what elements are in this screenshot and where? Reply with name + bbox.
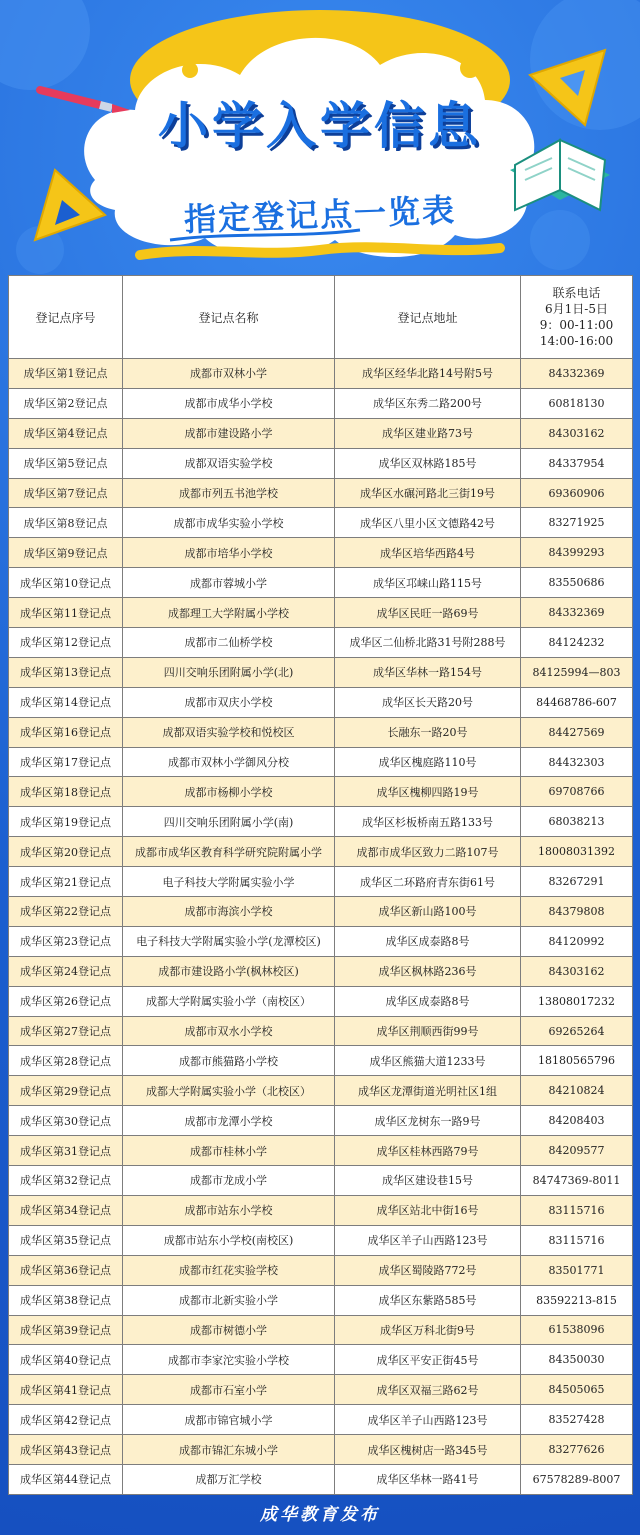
cell-phone: 84332369 bbox=[521, 359, 633, 389]
cell-name: 成都市树德小学 bbox=[123, 1315, 335, 1345]
cell-seq: 成华区第14登记点 bbox=[9, 687, 123, 717]
cell-seq: 成华区第29登记点 bbox=[9, 1076, 123, 1106]
cell-name: 成都市站东小学校 bbox=[123, 1195, 335, 1225]
cell-name: 成都市双林小学御风分校 bbox=[123, 747, 335, 777]
table-row bbox=[9, 1285, 633, 1315]
cell-address: 成华区枫林路236号 bbox=[335, 956, 521, 986]
cell-name: 电子科技大学附属实验小学 bbox=[123, 867, 335, 897]
cell-name: 成都市杨柳小学校 bbox=[123, 777, 335, 807]
cell-address: 成华区八里小区文德路42号 bbox=[335, 508, 521, 538]
cell-name: 成都市北新实验小学 bbox=[123, 1285, 335, 1315]
cell-phone: 83267291 bbox=[521, 867, 633, 897]
cell-address: 成华区万科北街9号 bbox=[335, 1315, 521, 1345]
cell-seq: 成华区第43登记点 bbox=[9, 1435, 123, 1465]
cell-seq: 成华区第23登记点 bbox=[9, 926, 123, 956]
cell-name: 成都市龙潭小学校 bbox=[123, 1106, 335, 1136]
cell-name: 成都市双林小学 bbox=[123, 359, 335, 389]
cell-name: 成都市李家沱实验小学校 bbox=[123, 1345, 335, 1375]
cell-seq: 成华区第31登记点 bbox=[9, 1136, 123, 1166]
cell-seq: 成华区第36登记点 bbox=[9, 1255, 123, 1285]
cell-name: 成都双语实验学校 bbox=[123, 448, 335, 478]
table-row bbox=[9, 448, 633, 478]
cell-seq: 成华区第2登记点 bbox=[9, 388, 123, 418]
cell-address: 成华区二环路府青东街61号 bbox=[335, 867, 521, 897]
cell-seq: 成华区第13登记点 bbox=[9, 657, 123, 687]
cell-address: 成华区新山路100号 bbox=[335, 897, 521, 927]
cell-name: 成都万汇学校 bbox=[123, 1464, 335, 1494]
cell-phone: 84379808 bbox=[521, 897, 633, 927]
cell-phone: 60818130 bbox=[521, 388, 633, 418]
cell-name: 成都市成华实验小学校 bbox=[123, 508, 335, 538]
cell-seq: 成华区第32登记点 bbox=[9, 1166, 123, 1196]
table-row bbox=[9, 1136, 633, 1166]
cell-name: 成都市成华小学校 bbox=[123, 388, 335, 418]
table-row bbox=[9, 568, 633, 598]
cell-name: 成都理工大学附属小学校 bbox=[123, 598, 335, 628]
cell-seq: 成华区第22登记点 bbox=[9, 897, 123, 927]
cell-name: 成都市双庆小学校 bbox=[123, 687, 335, 717]
cell-phone: 83115716 bbox=[521, 1225, 633, 1255]
cell-phone: 67578289-8007 bbox=[521, 1464, 633, 1494]
cell-name: 成都市站东小学校(南校区) bbox=[123, 1225, 335, 1255]
cell-name: 成都市熊猫路小学校 bbox=[123, 1046, 335, 1076]
triangle-ruler-left-icon bbox=[35, 170, 105, 240]
cell-name: 成都市锦官城小学 bbox=[123, 1405, 335, 1435]
cell-name: 成都市龙成小学 bbox=[123, 1166, 335, 1196]
table-row bbox=[9, 628, 633, 658]
cell-seq: 成华区第41登记点 bbox=[9, 1375, 123, 1405]
cell-phone: 69708766 bbox=[521, 777, 633, 807]
cell-seq: 成华区第21登记点 bbox=[9, 867, 123, 897]
table-row bbox=[9, 657, 633, 687]
cell-address: 成华区羊子山西路123号 bbox=[335, 1225, 521, 1255]
header-phone-line2: 6月1日-5日 bbox=[545, 302, 608, 316]
table-row bbox=[9, 897, 633, 927]
cell-address: 成华区东秀二路200号 bbox=[335, 388, 521, 418]
cell-seq: 成华区第11登记点 bbox=[9, 598, 123, 628]
cell-phone: 18008031392 bbox=[521, 837, 633, 867]
cell-phone: 84332369 bbox=[521, 598, 633, 628]
cell-address: 成华区羊子山西路123号 bbox=[335, 1405, 521, 1435]
cell-phone: 84427569 bbox=[521, 717, 633, 747]
cell-name: 成都大学附属实验小学（北校区） bbox=[123, 1076, 335, 1106]
cell-phone: 84337954 bbox=[521, 448, 633, 478]
cell-address: 成华区站北中街16号 bbox=[335, 1195, 521, 1225]
table-row bbox=[9, 687, 633, 717]
cell-address: 成华区东紫路585号 bbox=[335, 1285, 521, 1315]
cell-seq: 成华区第40登记点 bbox=[9, 1345, 123, 1375]
cell-phone: 84399293 bbox=[521, 538, 633, 568]
cell-address: 成华区水碾河路北三街19号 bbox=[335, 478, 521, 508]
cell-phone: 84209577 bbox=[521, 1136, 633, 1166]
table-row bbox=[9, 1225, 633, 1255]
cell-phone: 84303162 bbox=[521, 956, 633, 986]
cell-seq: 成华区第26登记点 bbox=[9, 986, 123, 1016]
cell-seq: 成华区第18登记点 bbox=[9, 777, 123, 807]
cell-name: 四川交响乐团附属小学(南) bbox=[123, 807, 335, 837]
registration-table bbox=[8, 275, 632, 1495]
cell-address: 成华区槐柳四路19号 bbox=[335, 777, 521, 807]
cell-phone: 83271925 bbox=[521, 508, 633, 538]
cell-address: 成华区桂林西路79号 bbox=[335, 1136, 521, 1166]
cell-name: 成都市培华小学校 bbox=[123, 538, 335, 568]
cell-name: 成都市桂林小学 bbox=[123, 1136, 335, 1166]
cell-phone: 83501771 bbox=[521, 1255, 633, 1285]
table-row bbox=[9, 807, 633, 837]
cell-seq: 成华区第34登记点 bbox=[9, 1195, 123, 1225]
cell-phone: 84208403 bbox=[521, 1106, 633, 1136]
cell-phone: 84432303 bbox=[521, 747, 633, 777]
cell-address: 长融东一路20号 bbox=[335, 717, 521, 747]
cell-seq: 成华区第38登记点 bbox=[9, 1285, 123, 1315]
cell-phone: 84120992 bbox=[521, 926, 633, 956]
cell-address: 成华区龙潭街道光明社区1组 bbox=[335, 1076, 521, 1106]
table-row bbox=[9, 359, 633, 389]
table-row bbox=[9, 1405, 633, 1435]
cell-name: 成都市二仙桥学校 bbox=[123, 628, 335, 658]
table-row bbox=[9, 1315, 633, 1345]
cell-name: 成都市海滨小学校 bbox=[123, 897, 335, 927]
cell-phone: 84124232 bbox=[521, 628, 633, 658]
cell-address: 成华区长天路20号 bbox=[335, 687, 521, 717]
cell-seq: 成华区第8登记点 bbox=[9, 508, 123, 538]
cell-address: 成华区建业路73号 bbox=[335, 418, 521, 448]
header-phone bbox=[521, 276, 633, 359]
cell-address: 成华区华林一路154号 bbox=[335, 657, 521, 687]
cell-name: 成都双语实验学校和悦校区 bbox=[123, 717, 335, 747]
cell-phone: 83277626 bbox=[521, 1435, 633, 1465]
cell-address: 成华区经华北路14号附5号 bbox=[335, 359, 521, 389]
cell-phone: 84210824 bbox=[521, 1076, 633, 1106]
table-row bbox=[9, 956, 633, 986]
cell-phone: 69360906 bbox=[521, 478, 633, 508]
cell-address: 成华区建设巷15号 bbox=[335, 1166, 521, 1196]
table-row bbox=[9, 986, 633, 1016]
cell-phone: 13808017232 bbox=[521, 986, 633, 1016]
cell-seq: 成华区第27登记点 bbox=[9, 1016, 123, 1046]
cell-seq: 成华区第19登记点 bbox=[9, 807, 123, 837]
table-row bbox=[9, 598, 633, 628]
table-row bbox=[9, 1106, 633, 1136]
cell-phone: 84468786-607 bbox=[521, 687, 633, 717]
cell-name: 成都市锦汇东城小学 bbox=[123, 1435, 335, 1465]
cell-address: 成华区邛崃山路115号 bbox=[335, 568, 521, 598]
table-row bbox=[9, 867, 633, 897]
cell-address: 成华区熊猫大道1233号 bbox=[335, 1046, 521, 1076]
table-row bbox=[9, 1464, 633, 1494]
cell-address: 成华区蜀陵路772号 bbox=[335, 1255, 521, 1285]
cell-seq: 成华区第28登记点 bbox=[9, 1046, 123, 1076]
cell-seq: 成华区第30登记点 bbox=[9, 1106, 123, 1136]
cell-seq: 成华区第39登记点 bbox=[9, 1315, 123, 1345]
cell-seq: 成华区第44登记点 bbox=[9, 1464, 123, 1494]
footer-publisher: 成华教育发布 bbox=[260, 1505, 380, 1525]
cell-phone: 83592213-815 bbox=[521, 1285, 633, 1315]
header-phone-line4: 14:00-16:00 bbox=[539, 334, 614, 348]
cell-seq: 成华区第42登记点 bbox=[9, 1405, 123, 1435]
cell-phone: 68038213 bbox=[521, 807, 633, 837]
cell-phone: 69265264 bbox=[521, 1016, 633, 1046]
cell-phone: 84747369-8011 bbox=[521, 1166, 633, 1196]
table-row bbox=[9, 1195, 633, 1225]
table-body bbox=[9, 359, 633, 1495]
cell-name: 四川交响乐团附属小学(北) bbox=[123, 657, 335, 687]
cell-address: 成华区成泰路8号 bbox=[335, 986, 521, 1016]
table-row bbox=[9, 926, 633, 956]
cell-seq: 成华区第17登记点 bbox=[9, 747, 123, 777]
cell-address: 成都市成华区致力二路107号 bbox=[335, 837, 521, 867]
cell-name: 成都市蓉城小学 bbox=[123, 568, 335, 598]
table-row bbox=[9, 747, 633, 777]
cell-address: 成华区民旺一路69号 bbox=[335, 598, 521, 628]
table-row bbox=[9, 837, 633, 867]
cell-address: 成华区双林路185号 bbox=[335, 448, 521, 478]
cell-phone: 18180565796 bbox=[521, 1046, 633, 1076]
cell-name: 成都市红花实验学校 bbox=[123, 1255, 335, 1285]
cell-name: 成都市建设路小学(枫林校区) bbox=[123, 956, 335, 986]
cell-seq: 成华区第20登记点 bbox=[9, 837, 123, 867]
cell-seq: 成华区第9登记点 bbox=[9, 538, 123, 568]
table-row bbox=[9, 1255, 633, 1285]
cell-seq: 成华区第24登记点 bbox=[9, 956, 123, 986]
cell-phone: 83115716 bbox=[521, 1195, 633, 1225]
cell-phone: 84350030 bbox=[521, 1345, 633, 1375]
table-row bbox=[9, 1435, 633, 1465]
table-row bbox=[9, 508, 633, 538]
cell-address: 成华区二仙桥北路31号附288号 bbox=[335, 628, 521, 658]
cell-address: 成华区杉板桥南五路133号 bbox=[335, 807, 521, 837]
cell-seq: 成华区第10登记点 bbox=[9, 568, 123, 598]
cell-seq: 成华区第12登记点 bbox=[9, 628, 123, 658]
cell-name: 成都市建设路小学 bbox=[123, 418, 335, 448]
cell-address: 成华区成泰路8号 bbox=[335, 926, 521, 956]
cell-phone: 83550686 bbox=[521, 568, 633, 598]
cell-seq: 成华区第7登记点 bbox=[9, 478, 123, 508]
cell-phone: 84125994—803 bbox=[521, 657, 633, 687]
cell-address: 成华区平安正街45号 bbox=[335, 1345, 521, 1375]
table-row bbox=[9, 1166, 633, 1196]
cell-name: 成都市石室小学 bbox=[123, 1375, 335, 1405]
cell-seq: 成华区第4登记点 bbox=[9, 418, 123, 448]
table-row bbox=[9, 717, 633, 747]
table-row bbox=[9, 1375, 633, 1405]
table-row bbox=[9, 1016, 633, 1046]
table-row bbox=[9, 1076, 633, 1106]
cell-address: 成华区华林一路41号 bbox=[335, 1464, 521, 1494]
cell-address: 成华区双福三路62号 bbox=[335, 1375, 521, 1405]
cell-seq: 成华区第16登记点 bbox=[9, 717, 123, 747]
table-header-row bbox=[9, 276, 633, 359]
table-row bbox=[9, 1345, 633, 1375]
table-row bbox=[9, 777, 633, 807]
header-address: 登记点地址 bbox=[335, 276, 521, 359]
header-name: 登记点名称 bbox=[123, 276, 335, 359]
cell-name: 电子科技大学附属实验小学(龙潭校区) bbox=[123, 926, 335, 956]
header-phone-line3: 9：00-11:00 bbox=[539, 318, 614, 332]
table-row bbox=[9, 478, 633, 508]
cell-seq: 成华区第5登记点 bbox=[9, 448, 123, 478]
cell-name: 成都大学附属实验小学（南校区） bbox=[123, 986, 335, 1016]
cell-address: 成华区龙树东一路9号 bbox=[335, 1106, 521, 1136]
cell-phone: 61538096 bbox=[521, 1315, 633, 1345]
table-row bbox=[9, 1046, 633, 1076]
header-seq: 登记点序号 bbox=[9, 276, 123, 359]
table-row bbox=[9, 538, 633, 568]
page-subtitle: 指定登记点一览表 bbox=[183, 191, 457, 239]
cell-name: 成都市列五书池学校 bbox=[123, 478, 335, 508]
page-title: 小学入学信息 bbox=[158, 97, 482, 155]
cell-address: 成华区槐庭路110号 bbox=[335, 747, 521, 777]
cell-seq: 成华区第35登记点 bbox=[9, 1225, 123, 1255]
cell-name: 成都市双水小学校 bbox=[123, 1016, 335, 1046]
header-phone-line1: 联系电话 bbox=[552, 286, 601, 300]
cell-phone: 83527428 bbox=[521, 1405, 633, 1435]
cell-phone: 84505065 bbox=[521, 1375, 633, 1405]
table-row bbox=[9, 418, 633, 448]
cell-address: 成华区培华西路4号 bbox=[335, 538, 521, 568]
cell-address: 成华区荆顺西街99号 bbox=[335, 1016, 521, 1046]
cell-phone: 84303162 bbox=[521, 418, 633, 448]
cell-seq: 成华区第1登记点 bbox=[9, 359, 123, 389]
cell-name: 成都市成华区教育科学研究院附属小学 bbox=[123, 837, 335, 867]
cell-address: 成华区槐树店一路345号 bbox=[335, 1435, 521, 1465]
table-row bbox=[9, 388, 633, 418]
